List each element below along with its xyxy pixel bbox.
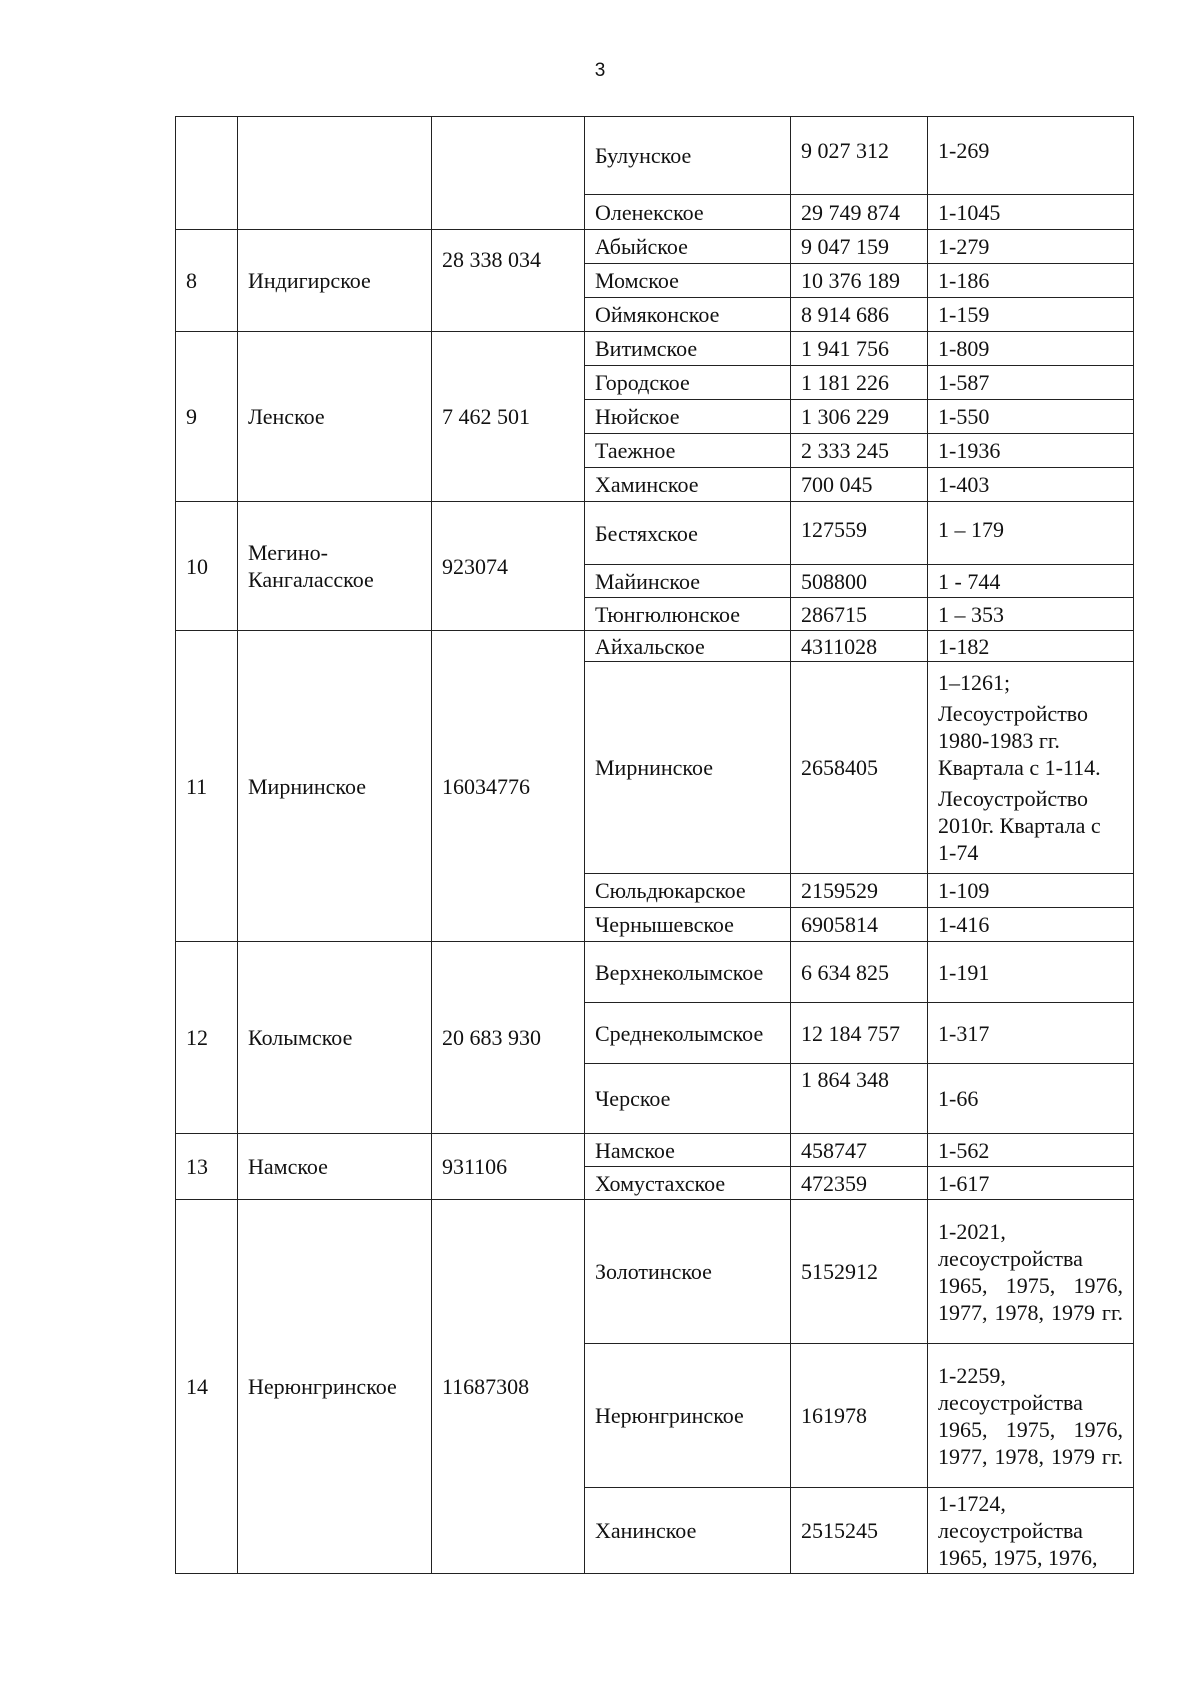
forestry-area-cell: 16034776 [432, 631, 585, 942]
district-name-cell: Намское [585, 1134, 791, 1167]
district-name-cell: Ханинское [585, 1488, 791, 1574]
quarters-cell: 1-416 [928, 908, 1134, 942]
quarters-cell: 1-587 [928, 366, 1134, 400]
forestry-name-cell: Индигирское [238, 230, 432, 332]
district-name-cell: Момское [585, 264, 791, 298]
district-name-cell: Среднеколымское [585, 1003, 791, 1064]
quarters-cell [928, 662, 1134, 874]
row-number-cell: 9 [176, 332, 238, 502]
district-name-cell: Городское [585, 366, 791, 400]
district-name-cell: Таежное [585, 434, 791, 468]
row-number-cell: 11 [176, 631, 238, 942]
table-row [176, 1134, 1134, 1167]
quarters-cell: 1-562 [928, 1134, 1134, 1167]
district-name-cell: Золотинское [585, 1200, 791, 1344]
district-area-cell: 8 914 686 [791, 298, 928, 332]
quarters-cell: 1 - 744 [928, 565, 1134, 598]
table-row [176, 502, 1134, 565]
quarters-note: Лесоустройство 1980-1983 гг. Квартала с 1-114. [938, 701, 1101, 780]
quarters-cell: 1-1936 [928, 434, 1134, 468]
district-area-cell: 472359 [791, 1167, 928, 1200]
district-name-cell: Сюльдюкарское [585, 874, 791, 908]
district-area-cell: 161978 [791, 1344, 928, 1488]
quarters-cell: 1-186 [928, 264, 1134, 298]
district-area-cell: 2 333 245 [791, 434, 928, 468]
quarters-cell: 1-269 [928, 117, 1134, 195]
quarters-cell: 1-159 [928, 298, 1134, 332]
district-area-cell: 6905814 [791, 908, 928, 942]
district-name-cell: Оленекское [585, 195, 791, 230]
forestry-area-cell: 20 683 930 [432, 942, 585, 1134]
district-area-cell: 1 181 226 [791, 366, 928, 400]
district-area-cell: 6 634 825 [791, 942, 928, 1003]
row-number-cell: 12 [176, 942, 238, 1134]
forestry-table [175, 116, 1134, 1574]
district-name-cell: Булунское [585, 117, 791, 195]
quarters-cell: 1-2021, лесоустройства 1965, 1975, 1976, 1977, 1978, 1979 гг. [928, 1200, 1134, 1344]
quarters-cell: 1-109 [928, 874, 1134, 908]
forestry-area-cell: 7 462 501 [432, 332, 585, 502]
district-area-cell: 10 376 189 [791, 264, 928, 298]
forestry-name-cell: Ленское [238, 332, 432, 502]
district-name-cell: Витимское [585, 332, 791, 366]
quarters-cell: 1-2259, лесоустройства 1965, 1975, 1976, 1977, 1978, 1979 гг. [928, 1344, 1134, 1488]
forestry-name-cell [238, 117, 432, 230]
district-area-cell: 1 864 348 [791, 1064, 928, 1134]
table-row [176, 332, 1134, 366]
district-area-cell: 12 184 757 [791, 1003, 928, 1064]
table-row [176, 1200, 1134, 1344]
district-area-cell: 700 045 [791, 468, 928, 502]
district-area-cell: 2159529 [791, 874, 928, 908]
row-number-cell: 10 [176, 502, 238, 631]
district-name-cell: Бестяхское [585, 502, 791, 565]
quarters-cell: 1-279 [928, 230, 1134, 264]
forestry-area-cell: 11687308 [432, 1200, 585, 1574]
district-area-cell: 508800 [791, 565, 928, 598]
quarters-cell: 1-617 [928, 1167, 1134, 1200]
quarters-note: 1–1261; [938, 670, 1011, 695]
district-name-cell: Хомустахское [585, 1167, 791, 1200]
district-area-cell: 5152912 [791, 1200, 928, 1344]
district-name-cell: Черское [585, 1064, 791, 1134]
quarters-cell: 1-550 [928, 400, 1134, 434]
district-area-cell: 2515245 [791, 1488, 928, 1574]
forestry-name-cell: Намское [238, 1134, 432, 1200]
forestry-area-cell: 931106 [432, 1134, 585, 1200]
quarters-cell: 1-191 [928, 942, 1134, 1003]
quarters-note: Лесоустройство 2010г. Квартала с 1-74 [938, 786, 1101, 865]
quarters-cell: 1 – 353 [928, 598, 1134, 631]
quarters-cell: 1-403 [928, 468, 1134, 502]
district-name-cell: Верхнеколымское [585, 942, 791, 1003]
quarters-cell: 1-182 [928, 631, 1134, 662]
district-area-cell: 1 941 756 [791, 332, 928, 366]
district-name-cell: Тюнгюлюнское [585, 598, 791, 631]
forestry-name-cell: Колымское [238, 942, 432, 1134]
forestry-area-cell: 923074 [432, 502, 585, 631]
row-number-cell: 8 [176, 230, 238, 332]
forestry-name-cell: Мирнинское [238, 631, 432, 942]
district-area-cell: 9 047 159 [791, 230, 928, 264]
quarters-cell: 1 – 179 [928, 502, 1134, 565]
page-number: 3 [594, 60, 606, 81]
quarters-cell: 1-1724, лесоустройства 1965, 1975, 1976, [928, 1488, 1134, 1574]
table-row [176, 942, 1134, 1003]
district-name-cell: Мирнинское [585, 662, 791, 874]
table-row [176, 631, 1134, 662]
district-area-cell: 127559 [791, 502, 928, 565]
district-name-cell: Нерюнгринское [585, 1344, 791, 1488]
district-area-cell: 9 027 312 [791, 117, 928, 195]
district-area-cell: 2658405 [791, 662, 928, 874]
forestry-name-cell: Мегино-Кангаласское [238, 502, 432, 631]
district-name-cell: Оймяконское [585, 298, 791, 332]
district-name-cell: Чернышевское [585, 908, 791, 942]
district-name-cell: Абыйское [585, 230, 791, 264]
district-area-cell: 458747 [791, 1134, 928, 1167]
district-area-cell: 4311028 [791, 631, 928, 662]
district-name-cell: Айхальское [585, 631, 791, 662]
district-area-cell: 29 749 874 [791, 195, 928, 230]
quarters-cell: 1-1045 [928, 195, 1134, 230]
quarters-cell: 1-66 [928, 1064, 1134, 1134]
forestry-area-cell: 28 338 034 [432, 230, 585, 332]
table-row [176, 117, 1134, 195]
table-row [176, 230, 1134, 264]
row-number-cell [176, 117, 238, 230]
row-number-cell: 13 [176, 1134, 238, 1200]
forestry-area-cell [432, 117, 585, 230]
forestry-name-cell: Нерюнгринское [238, 1200, 432, 1574]
district-area-cell: 1 306 229 [791, 400, 928, 434]
row-number-cell: 14 [176, 1200, 238, 1574]
district-name-cell: Хаминское [585, 468, 791, 502]
quarters-cell: 1-317 [928, 1003, 1134, 1064]
district-name-cell: Нюйское [585, 400, 791, 434]
district-name-cell: Майинское [585, 565, 791, 598]
quarters-cell: 1-809 [928, 332, 1134, 366]
district-area-cell: 286715 [791, 598, 928, 631]
